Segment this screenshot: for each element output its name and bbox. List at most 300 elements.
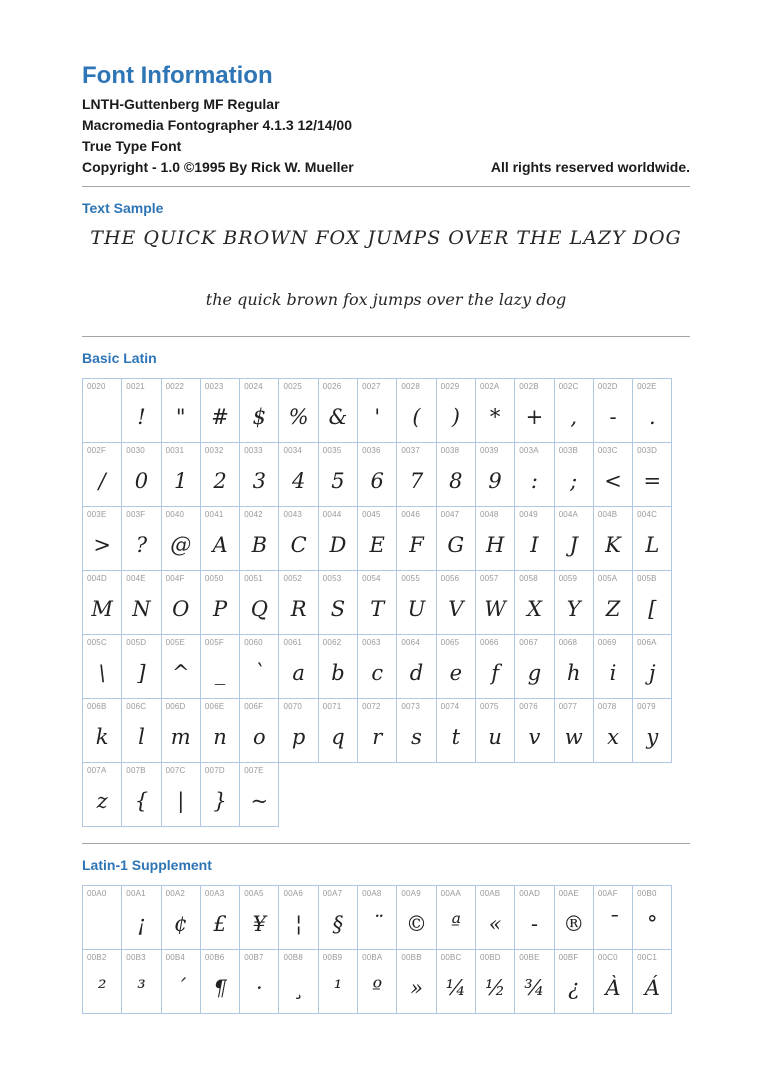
glyph-cell-0074 bbox=[436, 698, 476, 763]
glyph-cell-006F bbox=[239, 698, 279, 763]
cell-code-label: 0021 bbox=[126, 382, 145, 391]
glyph-cell-00B2 bbox=[82, 949, 122, 1014]
cell-glyph: I bbox=[530, 532, 539, 557]
section-divider bbox=[82, 186, 690, 187]
glyph-cell-0067 bbox=[514, 634, 554, 699]
cell-code-label: 0053 bbox=[322, 574, 342, 583]
cell-glyph: c bbox=[371, 660, 384, 685]
cell-code-label: 00A0 bbox=[87, 889, 107, 898]
cell-glyph: © bbox=[406, 911, 428, 936]
cell-glyph: t bbox=[451, 724, 461, 749]
cell-code-label: 005D bbox=[126, 638, 147, 647]
cell-glyph: r bbox=[372, 724, 383, 749]
cell-glyph: B bbox=[251, 532, 268, 557]
cell-code-label: 0055 bbox=[401, 574, 420, 583]
cell-code-label: 0076 bbox=[519, 702, 538, 711]
cell-glyph: 4 bbox=[291, 468, 306, 493]
cell-code-label: 0020 bbox=[87, 382, 106, 391]
cell-glyph: 6 bbox=[370, 468, 384, 493]
cell-glyph: ) bbox=[451, 404, 460, 429]
cell-glyph: > bbox=[93, 532, 111, 557]
glyph-cell-0072 bbox=[357, 698, 397, 763]
glyph-cell-0032 bbox=[200, 442, 240, 507]
cell-code-label: 00B8 bbox=[283, 953, 303, 962]
cell-glyph: ½ bbox=[484, 975, 506, 1000]
glyph-row bbox=[82, 949, 690, 1014]
cell-glyph: ( bbox=[412, 404, 421, 429]
cell-code-label: 004E bbox=[126, 574, 146, 583]
cell-glyph: n bbox=[213, 724, 227, 749]
cell-code-label: 0059 bbox=[558, 574, 578, 583]
cell-glyph: j bbox=[649, 660, 656, 685]
glyph-cell-0073 bbox=[396, 698, 436, 763]
glyph-cell-0057 bbox=[475, 570, 515, 635]
cell-code-label: 0075 bbox=[479, 702, 499, 711]
glyph-cell-00AE bbox=[554, 885, 594, 950]
glyph-cell-00A9 bbox=[396, 885, 436, 950]
cell-glyph: ! bbox=[137, 404, 146, 429]
generator-line: Macromedia Fontographer 4.1.3 12/14/00 bbox=[82, 117, 352, 133]
glyph-cell-003C bbox=[593, 442, 633, 507]
cell-code-label: 0034 bbox=[283, 446, 303, 455]
cell-glyph: § bbox=[332, 911, 344, 936]
cell-glyph: 8 bbox=[449, 468, 463, 493]
cell-code-label: 0060 bbox=[244, 638, 263, 647]
cell-glyph: { bbox=[134, 788, 149, 813]
sample-lowercase: the quick brown fox jumps over the lazy dog bbox=[205, 290, 567, 309]
glyph-cell-0020 bbox=[82, 378, 122, 443]
cell-code-label: 004D bbox=[87, 574, 107, 583]
glyph-cell-00A5 bbox=[239, 885, 279, 950]
cell-code-label: 0079 bbox=[637, 702, 656, 711]
glyph-cell-002A bbox=[475, 378, 515, 443]
cell-code-label: 002D bbox=[597, 382, 618, 391]
glyph-cell-0043 bbox=[278, 506, 318, 571]
cell-code-label: 00AD bbox=[519, 889, 541, 898]
glyph-cell-0058 bbox=[514, 570, 554, 635]
cell-code-label: 0066 bbox=[479, 638, 499, 647]
glyph-cell-005D bbox=[121, 634, 161, 699]
cell-glyph: s bbox=[411, 724, 422, 749]
glyph-cell-004D bbox=[82, 570, 122, 635]
glyph-cell-005F bbox=[200, 634, 240, 699]
cell-glyph: _ bbox=[214, 660, 226, 685]
cell-code-label: 00B9 bbox=[322, 953, 343, 962]
glyph-cell-00BA bbox=[357, 949, 397, 1014]
cell-code-label: 006F bbox=[244, 702, 264, 711]
cell-glyph: ¶ bbox=[213, 975, 227, 1000]
glyph-cell-007A bbox=[82, 762, 122, 827]
cell-glyph: T bbox=[370, 596, 385, 621]
cell-code-label: 004C bbox=[637, 510, 658, 519]
cell-glyph: : bbox=[530, 468, 538, 493]
glyph-cell-007B bbox=[121, 762, 161, 827]
cell-glyph: ´ bbox=[175, 975, 186, 1000]
glyph-cell-0052 bbox=[278, 570, 318, 635]
cell-glyph: p bbox=[291, 724, 306, 749]
cell-glyph: w bbox=[564, 724, 583, 749]
cell-code-label: 00C0 bbox=[597, 953, 618, 962]
cell-glyph: = bbox=[643, 468, 662, 493]
glyph-cell-00A1 bbox=[121, 885, 161, 950]
cell-glyph: Á bbox=[644, 975, 660, 1000]
cell-code-label: 002C bbox=[558, 382, 579, 391]
cell-glyph: M bbox=[91, 596, 113, 621]
latin1-supplement-heading: Latin-1 Supplement bbox=[82, 857, 212, 873]
glyph-cell-0079 bbox=[632, 698, 672, 763]
cell-glyph: , bbox=[570, 404, 578, 429]
cell-code-label: 00B3 bbox=[126, 953, 146, 962]
cell-glyph: À bbox=[605, 975, 621, 1000]
cell-code-label: 0038 bbox=[440, 446, 460, 455]
cell-code-label: 007A bbox=[87, 766, 107, 775]
glyph-cell-0076 bbox=[514, 698, 554, 763]
cell-code-label: 00A9 bbox=[401, 889, 421, 898]
cell-glyph: · bbox=[255, 975, 263, 1000]
cell-code-label: 005E bbox=[165, 638, 186, 647]
glyph-cell-00A7 bbox=[318, 885, 358, 950]
glyph-cell-0060 bbox=[239, 634, 279, 699]
cell-glyph: & bbox=[328, 404, 348, 429]
cell-glyph: $ bbox=[252, 404, 267, 429]
glyph-cell-00C1 bbox=[632, 949, 672, 1014]
cell-code-label: 0052 bbox=[283, 574, 303, 583]
cell-code-label: 00BA bbox=[362, 953, 383, 962]
glyph-cell-0050 bbox=[200, 570, 240, 635]
glyph-cell-0022 bbox=[161, 378, 201, 443]
cell-code-label: 00A6 bbox=[283, 889, 303, 898]
glyph-cell-0063 bbox=[357, 634, 397, 699]
glyph-cell-0021 bbox=[121, 378, 161, 443]
cell-glyph: 3 bbox=[252, 468, 267, 493]
cell-glyph: " bbox=[175, 404, 186, 429]
glyph-cell-00B7 bbox=[239, 949, 279, 1014]
basic-latin-heading: Basic Latin bbox=[82, 350, 157, 366]
cell-code-label: 0046 bbox=[401, 510, 420, 519]
cell-code-label: 006E bbox=[204, 702, 225, 711]
glyph-cell-003E bbox=[82, 506, 122, 571]
cell-code-label: 0042 bbox=[244, 510, 263, 519]
glyph-cell-0055 bbox=[396, 570, 436, 635]
cell-code-label: 002B bbox=[519, 382, 539, 391]
cell-glyph: q bbox=[331, 724, 345, 749]
glyph-cell-0077 bbox=[554, 698, 594, 763]
cell-code-label: 003B bbox=[558, 446, 579, 455]
cell-glyph: - bbox=[609, 404, 617, 429]
cell-code-label: 0067 bbox=[519, 638, 538, 647]
glyph-cell-00BF bbox=[554, 949, 594, 1014]
glyph-cell-0071 bbox=[318, 698, 358, 763]
glyph-cell-0046 bbox=[396, 506, 436, 571]
glyph-cell-00AF bbox=[593, 885, 633, 950]
glyph-cell-00A6 bbox=[278, 885, 318, 950]
cell-code-label: 004A bbox=[558, 510, 579, 519]
cell-glyph: f bbox=[491, 660, 499, 685]
cell-code-label: 00A2 bbox=[165, 889, 186, 898]
cell-code-label: 00B0 bbox=[637, 889, 657, 898]
cell-code-label: 003D bbox=[637, 446, 658, 455]
cell-code-label: 0036 bbox=[362, 446, 381, 455]
glyph-cell-0036 bbox=[357, 442, 397, 507]
cell-code-label: 002E bbox=[637, 382, 657, 391]
cell-glyph: A bbox=[212, 532, 228, 557]
glyph-cell-005E bbox=[161, 634, 201, 699]
cell-code-label: 0058 bbox=[519, 574, 538, 583]
cell-code-label: 0062 bbox=[322, 638, 342, 647]
cell-code-label: 0044 bbox=[322, 510, 342, 519]
glyph-row bbox=[82, 698, 690, 763]
cell-code-label: 005B bbox=[637, 574, 657, 583]
cell-glyph: G bbox=[447, 532, 465, 557]
glyph-cell-0068 bbox=[554, 634, 594, 699]
glyph-cell-0078 bbox=[593, 698, 633, 763]
cell-glyph: Q bbox=[250, 596, 268, 621]
cell-code-label: 00AE bbox=[558, 889, 579, 898]
cell-code-label: 00B4 bbox=[165, 953, 186, 962]
cell-code-label: 0026 bbox=[322, 382, 342, 391]
glyph-cell-00AB bbox=[475, 885, 515, 950]
cell-glyph: a bbox=[292, 660, 305, 685]
cell-glyph: i bbox=[609, 660, 617, 685]
cell-glyph: ; bbox=[570, 468, 578, 493]
cell-code-label: 0047 bbox=[440, 510, 460, 519]
cell-code-label: 0056 bbox=[440, 574, 460, 583]
glyph-row bbox=[82, 506, 690, 571]
glyph-cell-0034 bbox=[278, 442, 318, 507]
glyph-cell-004F bbox=[161, 570, 201, 635]
cell-glyph: | bbox=[177, 788, 185, 813]
glyph-cell-0037 bbox=[396, 442, 436, 507]
cell-code-label: 0035 bbox=[322, 446, 342, 455]
cell-code-label: 0070 bbox=[283, 702, 303, 711]
cell-glyph: . bbox=[648, 404, 656, 429]
cell-code-label: 0032 bbox=[204, 446, 224, 455]
cell-glyph: ^ bbox=[171, 660, 190, 685]
cell-glyph: ¦ bbox=[295, 911, 303, 936]
glyph-cell-0064 bbox=[396, 634, 436, 699]
glyph-cell-00A2 bbox=[161, 885, 201, 950]
cell-glyph: ª bbox=[450, 911, 461, 936]
cell-code-label: 0051 bbox=[244, 574, 263, 583]
cell-glyph: « bbox=[488, 911, 502, 936]
cell-code-label: 00BD bbox=[479, 953, 501, 962]
glyph-cell-0061 bbox=[278, 634, 318, 699]
glyph-cell-0051 bbox=[239, 570, 279, 635]
cell-code-label: 0072 bbox=[362, 702, 381, 711]
glyph-cell-0041 bbox=[200, 506, 240, 571]
cell-code-label: 002A bbox=[479, 382, 500, 391]
cell-glyph: O bbox=[172, 596, 190, 621]
cell-code-label: 003F bbox=[126, 510, 146, 519]
cell-code-label: 005A bbox=[597, 574, 618, 583]
glyph-row bbox=[82, 634, 690, 699]
cell-glyph: ? bbox=[135, 532, 148, 557]
cell-code-label: 0068 bbox=[558, 638, 578, 647]
cell-code-label: 005C bbox=[87, 638, 107, 647]
rights-text: All rights reserved worldwide. bbox=[490, 159, 690, 175]
cell-code-label: 007C bbox=[165, 766, 186, 775]
cell-glyph: ] bbox=[137, 660, 146, 685]
cell-glyph: S bbox=[330, 596, 346, 621]
glyph-cell-0045 bbox=[357, 506, 397, 571]
glyph-cell-0031 bbox=[161, 442, 201, 507]
cell-code-label: 0031 bbox=[165, 446, 185, 455]
cell-glyph: } bbox=[213, 788, 227, 813]
cell-code-label: 0073 bbox=[401, 702, 420, 711]
glyph-cell-0065 bbox=[436, 634, 476, 699]
glyph-cell-0048 bbox=[475, 506, 515, 571]
cell-glyph: x bbox=[607, 724, 619, 749]
glyph-cell-002E bbox=[632, 378, 672, 443]
glyph-cell-006B bbox=[82, 698, 122, 763]
cell-glyph: K bbox=[605, 532, 621, 557]
cell-glyph: l bbox=[138, 724, 145, 749]
cell-glyph: - bbox=[530, 911, 538, 936]
cell-glyph: @ bbox=[170, 532, 192, 557]
cell-code-label: 0040 bbox=[165, 510, 185, 519]
glyph-cell-006C bbox=[121, 698, 161, 763]
glyph-cell-00A0 bbox=[82, 885, 122, 950]
cell-code-label: 0037 bbox=[401, 446, 420, 455]
glyph-cell-003A bbox=[514, 442, 554, 507]
cell-code-label: 004B bbox=[597, 510, 618, 519]
cell-glyph: d bbox=[409, 660, 424, 685]
glyph-cell-005B bbox=[632, 570, 672, 635]
glyph-cell-0028 bbox=[396, 378, 436, 443]
cell-code-label: 002F bbox=[87, 446, 107, 455]
cell-glyph: ¾ bbox=[524, 975, 545, 1000]
cell-glyph: ® bbox=[563, 911, 585, 936]
cell-code-label: 00BB bbox=[401, 953, 422, 962]
font-name-line: LNTH-Guttenberg MF Regular bbox=[82, 96, 280, 112]
glyph-cell-0075 bbox=[475, 698, 515, 763]
cell-glyph: [ bbox=[648, 596, 657, 621]
cell-glyph: * bbox=[489, 404, 501, 429]
cell-code-label: 0030 bbox=[126, 446, 145, 455]
cell-glyph: ¯ bbox=[607, 911, 619, 936]
cell-glyph: + bbox=[525, 404, 544, 429]
cell-code-label: 006D bbox=[165, 702, 186, 711]
cell-code-label: 0028 bbox=[401, 382, 420, 391]
latin1-supplement-table bbox=[82, 885, 690, 1014]
cell-code-label: 0061 bbox=[283, 638, 303, 647]
cell-code-label: 007B bbox=[126, 766, 146, 775]
glyph-cell-00BC bbox=[436, 949, 476, 1014]
cell-code-label: 005F bbox=[204, 638, 224, 647]
cell-code-label: 0065 bbox=[440, 638, 460, 647]
glyph-cell-00B8 bbox=[278, 949, 318, 1014]
cell-glyph: < bbox=[604, 468, 622, 493]
glyph-row bbox=[82, 570, 690, 635]
cell-glyph: 9 bbox=[488, 468, 502, 493]
cell-glyph: D bbox=[329, 532, 347, 557]
cell-code-label: 00A1 bbox=[126, 889, 146, 898]
cell-code-label: 00AB bbox=[479, 889, 501, 898]
cell-code-label: 00BF bbox=[558, 953, 579, 962]
cell-code-label: 00AA bbox=[440, 889, 462, 898]
glyph-cell-006D bbox=[161, 698, 201, 763]
cell-code-label: 00A7 bbox=[322, 889, 343, 898]
cell-code-label: 0078 bbox=[597, 702, 617, 711]
glyph-cell-0070 bbox=[278, 698, 318, 763]
cell-glyph: L bbox=[645, 532, 660, 557]
glyph-cell-0062 bbox=[318, 634, 358, 699]
cell-glyph: u bbox=[488, 724, 502, 749]
glyph-cell-00AA bbox=[436, 885, 476, 950]
glyph-cell-002B bbox=[514, 378, 554, 443]
cell-code-label: 0043 bbox=[283, 510, 303, 519]
text-sample-heading: Text Sample bbox=[82, 200, 164, 216]
cell-code-label: 0054 bbox=[362, 574, 381, 583]
cell-glyph: Z bbox=[605, 596, 621, 621]
cell-code-label: 00A8 bbox=[362, 889, 382, 898]
cell-glyph: ¸ bbox=[293, 975, 304, 1000]
cell-code-label: 0077 bbox=[558, 702, 578, 711]
glyph-cell-007C bbox=[161, 762, 201, 827]
glyph-cell-003D bbox=[632, 442, 672, 507]
cell-glyph: 0 bbox=[134, 468, 149, 493]
cell-glyph: C bbox=[290, 532, 307, 557]
glyph-cell-0039 bbox=[475, 442, 515, 507]
glyph-cell-004B bbox=[593, 506, 633, 571]
glyph-cell-0069 bbox=[593, 634, 633, 699]
glyph-cell-00B0 bbox=[632, 885, 672, 950]
cell-glyph: 5 bbox=[331, 468, 345, 493]
cell-glyph: º bbox=[372, 975, 383, 1000]
cell-glyph: R bbox=[290, 596, 307, 621]
cell-code-label: 007E bbox=[244, 766, 264, 775]
glyph-cell-0027 bbox=[357, 378, 397, 443]
cell-glyph: ¼ bbox=[445, 975, 466, 1000]
glyph-cell-00BD bbox=[475, 949, 515, 1014]
cell-glyph: # bbox=[211, 404, 229, 429]
cell-glyph: Y bbox=[566, 596, 581, 621]
cell-glyph: X bbox=[526, 596, 542, 621]
cell-glyph: z bbox=[96, 788, 108, 813]
glyph-cell-004E bbox=[121, 570, 161, 635]
cell-code-label: 00BE bbox=[519, 953, 540, 962]
cell-code-label: 0064 bbox=[401, 638, 420, 647]
glyph-cell-00BE bbox=[514, 949, 554, 1014]
glyph-cell-007D bbox=[200, 762, 240, 827]
cell-code-label: 0025 bbox=[283, 382, 303, 391]
glyph-cell-0026 bbox=[318, 378, 358, 443]
cell-glyph: k bbox=[95, 724, 109, 749]
glyph-cell-0042 bbox=[239, 506, 279, 571]
cell-glyph: 2 bbox=[213, 468, 227, 493]
glyph-cell-00BB bbox=[396, 949, 436, 1014]
glyph-cell-0023 bbox=[200, 378, 240, 443]
cell-code-label: 00A5 bbox=[244, 889, 264, 898]
cell-glyph: % bbox=[288, 404, 309, 429]
cell-code-label: 0041 bbox=[204, 510, 224, 519]
glyph-row bbox=[82, 885, 690, 950]
cell-glyph: H bbox=[485, 532, 505, 557]
cell-glyph: e bbox=[449, 660, 463, 685]
cell-glyph: g bbox=[527, 660, 542, 685]
cell-glyph: v bbox=[528, 724, 541, 749]
cell-glyph: U bbox=[407, 596, 426, 621]
glyph-cell-0044 bbox=[318, 506, 358, 571]
glyph-cell-00B4 bbox=[161, 949, 201, 1014]
glyph-cell-005C bbox=[82, 634, 122, 699]
glyph-cell-0030 bbox=[121, 442, 161, 507]
glyph-row bbox=[82, 762, 690, 827]
cell-glyph: ³ bbox=[137, 975, 146, 1000]
cell-code-label: 006A bbox=[637, 638, 657, 647]
cell-code-label: 003A bbox=[519, 446, 539, 455]
cell-glyph: £ bbox=[213, 911, 227, 936]
